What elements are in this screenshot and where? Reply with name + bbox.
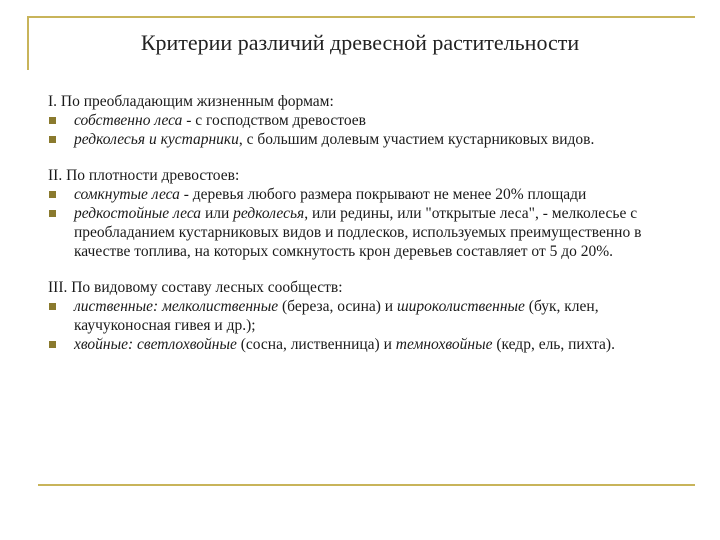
item-term: редколесья: [233, 205, 305, 222]
item-text: (бук, клен, каучуконосная гивея и др.);: [74, 298, 599, 334]
item-text: или: [201, 205, 234, 222]
content-body: [48, 92, 698, 371]
square-bullet-icon: [49, 341, 56, 348]
list-item: [48, 335, 698, 354]
section-heading: II. По плотности древостоев:: [48, 167, 240, 184]
item-text: , или редины, или "открытые леса", - мелколесье с преобладанием кустарниковых видов и подлесков, используемых преимущественно в качестве топлива, на которых сомкнутость крон деревьев составляет от 5 до 20%.: [74, 205, 642, 260]
section-species: [48, 278, 698, 354]
item-text: - деревья любого размера покрывают не менее 20% площади: [179, 186, 587, 203]
square-bullet-icon: [49, 117, 56, 124]
frame-bottom-line: [38, 484, 695, 486]
square-bullet-icon: [49, 191, 56, 198]
list-item: [48, 130, 698, 149]
square-bullet-icon: [49, 303, 56, 310]
item-term: темнохвойные: [395, 336, 493, 353]
bullet-list: [48, 185, 698, 261]
section-heading: I. По преобладающим жизненным формам:: [48, 93, 334, 110]
item-term: лиственные: мелколиственные: [74, 298, 279, 315]
frame-top-line: [27, 16, 695, 18]
bullet-list: [48, 297, 698, 354]
list-item: [48, 185, 698, 204]
item-text: (сосна, лиственница) и: [236, 336, 396, 353]
item-term: хвойные: светлохвойные: [74, 336, 237, 353]
bullet-list: [48, 111, 698, 149]
item-text: - с господством древостоев: [182, 112, 366, 129]
item-text: (береза, осина) и: [278, 298, 397, 315]
square-bullet-icon: [49, 136, 56, 143]
square-bullet-icon: [49, 210, 56, 217]
page-title: Критерии различий древесной растительности: [140, 30, 580, 55]
item-text: (кедр, ель, пихта).: [492, 336, 615, 353]
item-text: , с большим долевым участием кустарниковых видов.: [238, 131, 595, 148]
item-term: сомкнутые леса: [74, 186, 180, 203]
list-item: [48, 111, 698, 130]
section-life-forms: [48, 92, 698, 149]
item-term: редколесья и кустарники: [74, 131, 239, 148]
list-item: [48, 204, 698, 261]
item-term: собственно леса: [74, 112, 183, 129]
section-density: [48, 166, 698, 261]
frame-left-line: [27, 16, 29, 70]
item-term: широколиственные: [396, 298, 525, 315]
item-term: редкостойные леса: [74, 205, 202, 222]
section-heading: III. По видовому составу лесных сообществ:: [48, 279, 343, 296]
list-item: [48, 297, 698, 335]
